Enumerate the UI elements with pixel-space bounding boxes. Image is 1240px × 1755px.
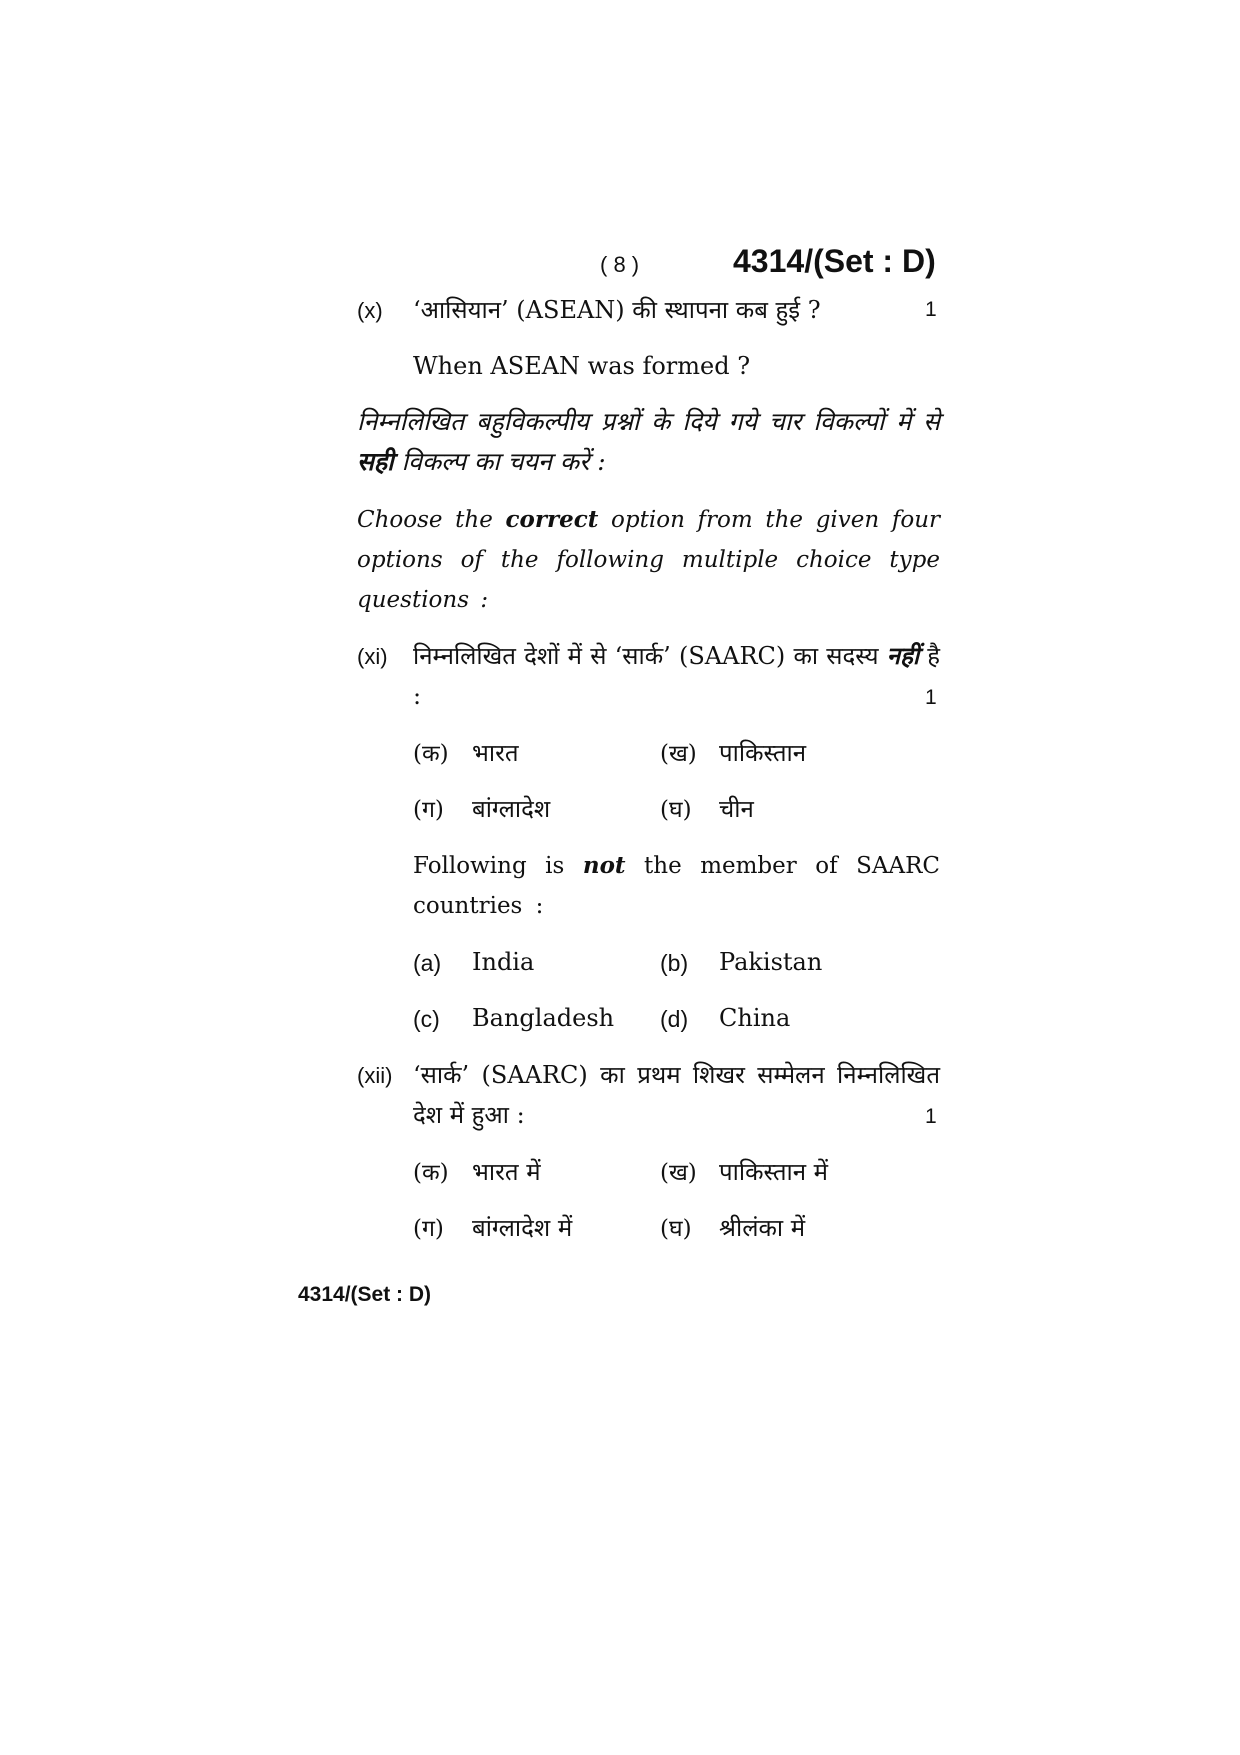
instruction-hindi-bold: सही (357, 447, 394, 476)
q11-option-hi-4-text: चीन (719, 795, 754, 823)
instruction-hindi-pre: निम्नलिखित बहुविकल्पीय प्रश्नों के दिये गये चार विकल्पों में से (357, 407, 940, 436)
q11-option-en-3-label: (c) (413, 1006, 440, 1032)
question-12-hindi: ‘सार्क’ (SAARC) का प्रथम शिखर सम्मेलन निम्नलिखित देश में हुआ : (413, 1061, 940, 1129)
instruction-hindi-post: विकल्प का चयन करें : (401, 447, 606, 476)
instruction-english-pre: Choose the (357, 507, 493, 533)
q11-option-hi-2-text: पाकिस्तान (719, 739, 807, 767)
q12-option-hi-3-label: (ग) (413, 1216, 444, 1242)
q11-option-hi-1-text: भारत (472, 739, 519, 767)
q11-option-en-4-label: (d) (660, 1006, 689, 1032)
question-11-hindi-bold: नहीं (886, 641, 920, 670)
q12-option-hi-4-label: (घ) (660, 1216, 692, 1242)
question-12-marks: 1 (925, 1105, 937, 1128)
question-10-marks: 1 (925, 298, 937, 321)
question-11-english-pre: Following is (413, 853, 565, 879)
paper-code-footer: 4314/(Set : D) (298, 1283, 432, 1306)
question-10-number: (x) (357, 298, 383, 323)
q12-option-hi-2-text: पाकिस्तान में (719, 1158, 829, 1186)
q11-option-en-1-label: (a) (413, 950, 442, 976)
q11-option-hi-3-label: (ग) (413, 797, 444, 823)
q12-option-hi-1-label: (क) (413, 1160, 449, 1186)
q11-option-en-2-label: (b) (660, 950, 689, 976)
question-11-hindi-post: है : (413, 642, 940, 710)
question-11-hindi-pre: निम्नलिखित देशों में से ‘सार्क’ (SAARC) का सदस्य (413, 642, 879, 670)
instruction-english-post: option from the given four options of the following multiple choice type questions : (357, 507, 941, 613)
paper-code-header: 4314/(Set : D) (733, 243, 936, 279)
q12-option-hi-2-label: (ख) (660, 1160, 697, 1186)
question-11-english-bold: not (582, 852, 626, 879)
instruction-english-bold: correct (505, 506, 599, 533)
page-number: ( 8 ) (600, 252, 640, 277)
question-11-marks: 1 (925, 686, 937, 709)
instruction-hindi (357, 402, 940, 482)
q11-option-en-2-text: Pakistan (719, 948, 823, 976)
question-11-number: (xi) (357, 644, 388, 669)
q12-option-hi-4-text: श्रीलंका में (719, 1214, 806, 1242)
question-12-number: (xii) (357, 1063, 393, 1088)
q11-option-en-1-text: India (472, 948, 535, 976)
q11-option-en-3-text: Bangladesh (472, 1004, 615, 1032)
q11-option-hi-3-text: बांग्लादेश (472, 795, 551, 823)
question-11-hindi (413, 636, 940, 716)
q11-option-hi-1-label: (क) (413, 741, 449, 767)
q11-option-hi-4-label: (घ) (660, 797, 692, 823)
q11-option-en-4-text: China (719, 1004, 791, 1032)
q11-option-hi-2-label: (ख) (660, 741, 697, 767)
q12-option-hi-1-text: भारत में (472, 1158, 541, 1186)
q12-option-hi-3-text: बांग्लादेश में (472, 1214, 573, 1242)
question-10-hindi: ‘आसियान’ (ASEAN) की स्थापना कब हुई ? (413, 296, 821, 324)
question-11-english (413, 846, 940, 926)
instruction-english (357, 500, 940, 620)
question-11-english-post: the member of SAARC countries : (413, 853, 940, 919)
question-10-english: When ASEAN was formed ? (413, 352, 751, 380)
